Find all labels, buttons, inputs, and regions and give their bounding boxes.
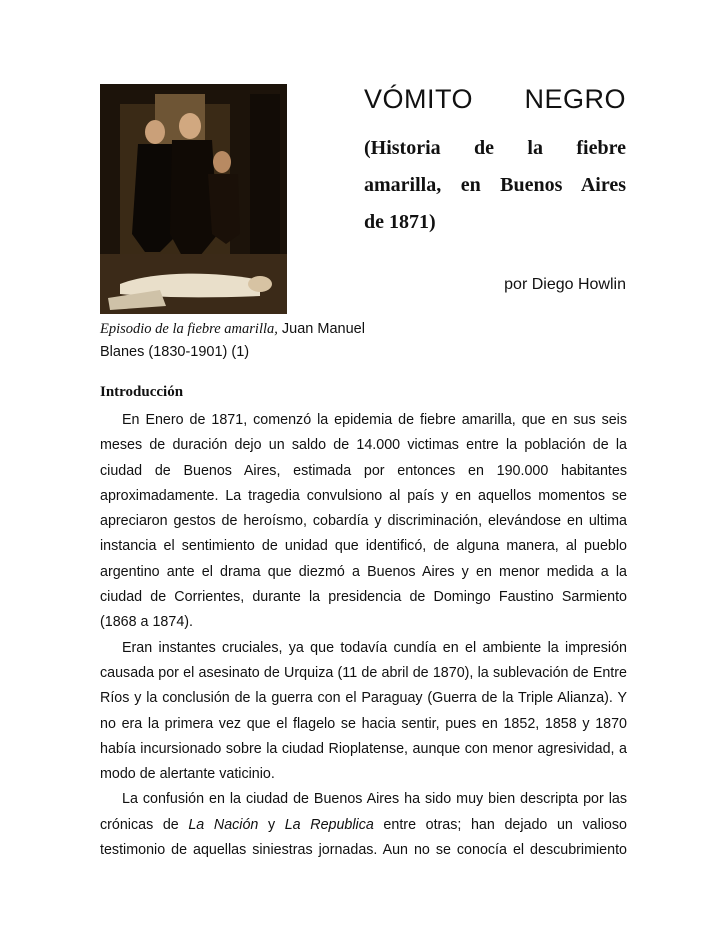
document-subtitle <box>364 130 626 241</box>
caption-painting-title: Episodio de la fiebre amarilla, <box>100 321 278 337</box>
text-run: y <box>258 816 285 833</box>
text-line: ciudad de Buenos Aires, estimada por entonces en 190.000 habitantes <box>100 462 627 479</box>
text-line: meses de duración dejo un saldo de 14.000 victimas entre la población de la <box>100 437 627 454</box>
text-line: había incursionado sobre la ciudad Rioplatense, aunque con menor agresividad, a <box>100 740 627 757</box>
text-line: modo de alertante vaticinio. <box>100 766 275 783</box>
body-text <box>100 408 627 863</box>
caption-artist-dates: Blanes (1830-1901) (1) <box>100 344 250 360</box>
text-line: apreciaron gestos de heroísmo, cobardía y discriminación, elevándose en ultima <box>100 513 627 530</box>
document-title: VÓMITO NEGRO <box>364 84 626 114</box>
text-line: aproximadamente. La tragedia convulsiono al país y en aquellos momentos se <box>100 487 627 504</box>
text-line: argentino ante el drama que diezmó a Buenos Aires y en menor medida a la <box>100 563 627 580</box>
newspaper-name: La Nación <box>188 816 259 833</box>
subtitle-line: de 1871) <box>364 211 436 233</box>
paragraph-3 <box>100 787 627 863</box>
author-byline: por Diego Howlin <box>504 276 626 293</box>
text-line: no era la primera vez que el flagelo se hacia sentir, pues en 1852, 1858 y 1870 <box>100 715 627 732</box>
painting-image <box>100 84 287 314</box>
subtitle-line: (Historia de la fiebre <box>364 137 626 159</box>
text-line: ciudad de Corrientes, durante la presidencia de Domingo Faustino Sarmiento <box>100 589 627 606</box>
text-line <box>100 813 627 838</box>
painting-illustration <box>100 84 287 314</box>
newspaper-name: La Republica <box>284 816 374 833</box>
paragraph-2 <box>100 636 627 788</box>
text-line: instancia el sentimiento de unidad que identificó, de alguna manera, al pueblo <box>100 538 627 555</box>
paragraph-1 <box>100 408 627 636</box>
text-line: testimonio de aquellas siniestras jornadas. Aun no se conocía el descubrimiento <box>100 842 627 859</box>
caption-artist: Juan Manuel <box>277 321 365 337</box>
text-line: En Enero de 1871, comenzó la epidemia de fiebre amarilla, que en sus seis <box>122 412 627 428</box>
text-line: causada por el asesinato de Urquiza (11 de abril de 1870), la sublevación de Entre <box>100 664 627 681</box>
text-line: La confusión en la ciudad de Buenos Aires ha sido muy bien descripta por las <box>122 791 627 808</box>
subtitle-line: amarilla, en Buenos Aires <box>364 174 626 196</box>
text-line: Eran instantes cruciales, ya que todavía cundía en el ambiente la impresión <box>122 639 627 656</box>
section-heading: Introducción <box>100 384 184 400</box>
text-line: Ríos y la conclusión de la guerra con el Paraguay (Guerra de la Triple Alianza). Y <box>100 690 627 707</box>
figure-caption <box>100 318 400 364</box>
text-run: crónicas de <box>100 816 189 833</box>
text-line: (1868 a 1874). <box>100 614 193 631</box>
text-run: entre otras; han dejado un valioso <box>373 816 627 833</box>
